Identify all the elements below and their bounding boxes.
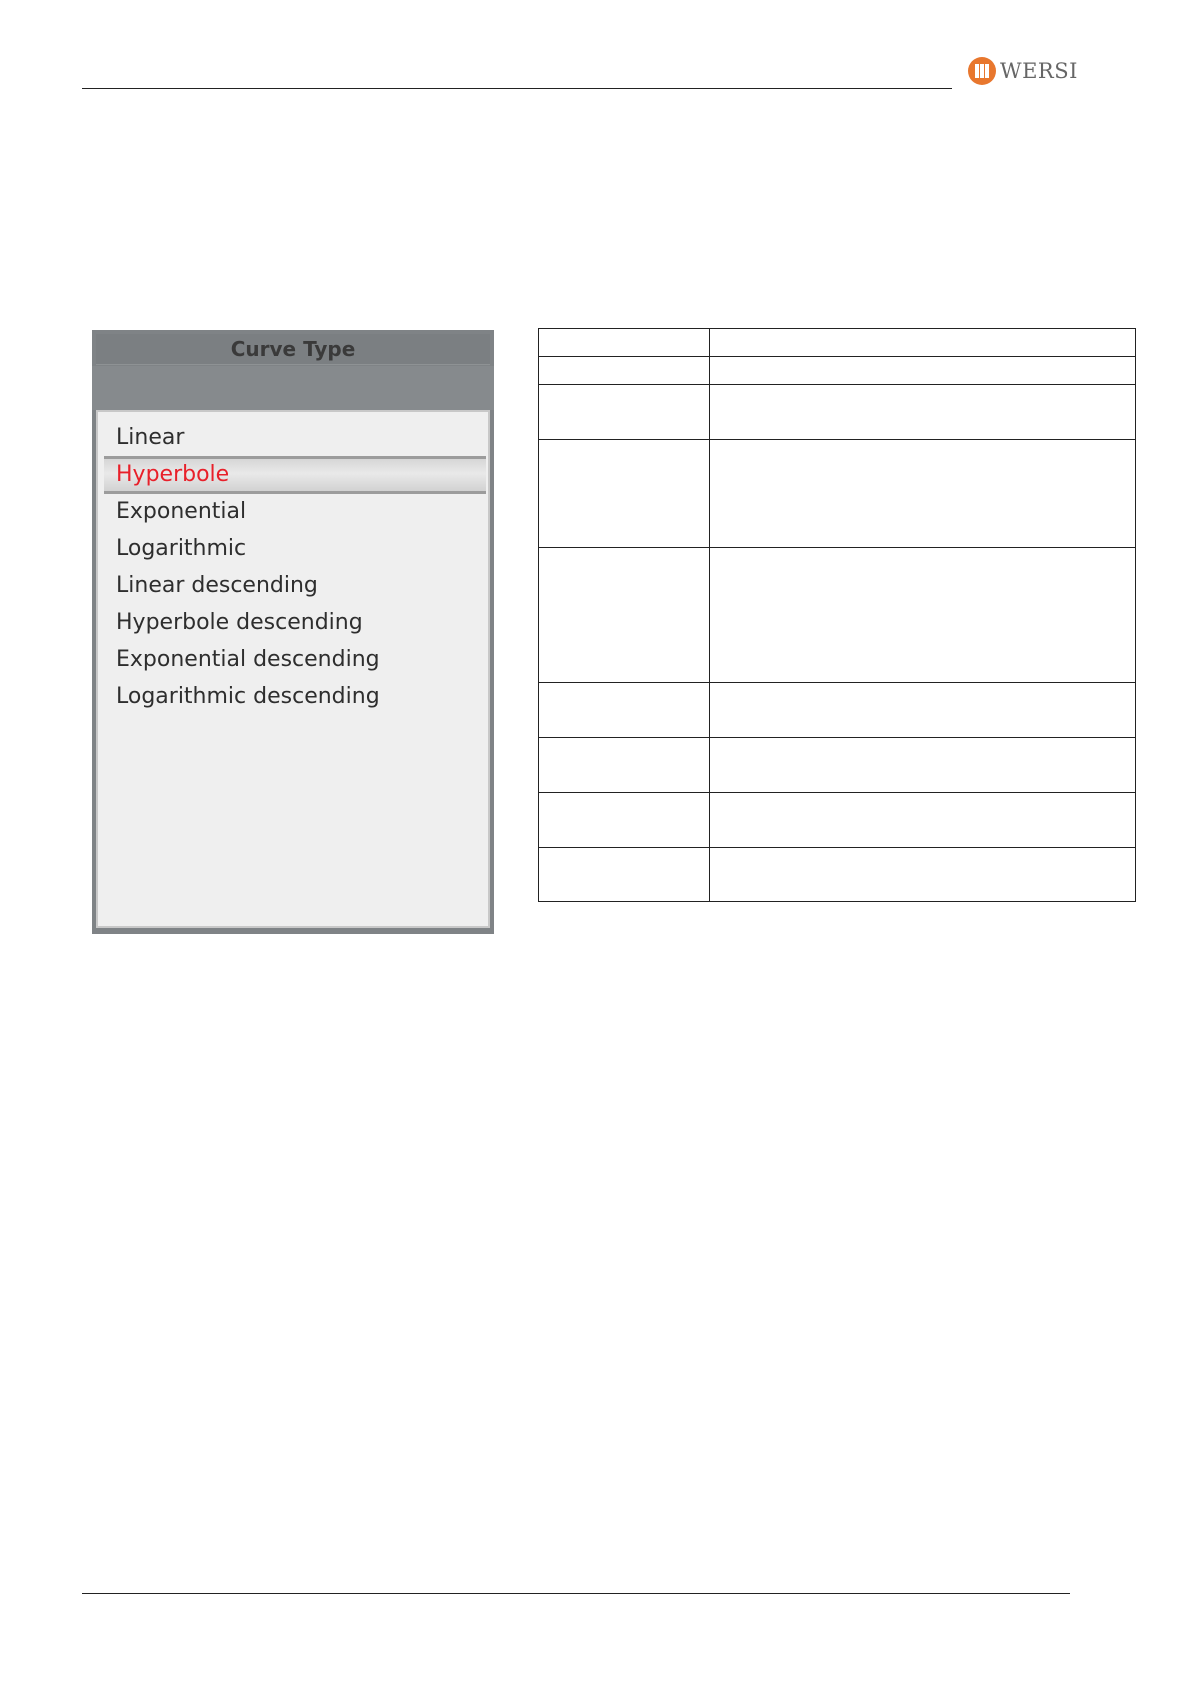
table-cell [710,683,1136,738]
table-row [539,548,1136,683]
logo-text: WERSI [1000,59,1078,83]
table-cell [710,357,1136,385]
table-cell [539,548,710,683]
table-cell [710,548,1136,683]
panel-band [92,366,494,410]
wersi-logo-icon [968,57,996,85]
list-item-exponential[interactable]: Exponential [116,499,247,524]
table-cell [710,329,1136,357]
table-cell [710,385,1136,440]
panel-title: Curve Type [96,334,490,365]
list-item-linear[interactable]: Linear [116,425,185,450]
curve-description-table [538,328,1136,902]
table-cell [710,440,1136,548]
table-cell [710,848,1136,902]
table-cell [539,357,710,385]
table-row [539,848,1136,902]
table-cell [710,738,1136,793]
curve-type-panel [92,330,494,934]
table-cell [539,848,710,902]
table-cell [539,738,710,793]
footer-rule [82,1593,1070,1594]
table-cell [539,683,710,738]
list-item-hyperbole-descending[interactable]: Hyperbole descending [116,610,363,635]
wersi-logo [968,56,1078,86]
header-rule [82,88,952,89]
table-cell [539,440,710,548]
table-row [539,385,1136,440]
table-row [539,738,1136,793]
list-item-logarithmic-descending[interactable]: Logarithmic descending [116,684,380,709]
table-cell [539,793,710,848]
table-cell [539,385,710,440]
table-cell [539,329,710,357]
curve-type-list[interactable] [96,410,490,928]
table-row [539,793,1136,848]
table-cell [710,793,1136,848]
table-row [539,329,1136,357]
table-row [539,440,1136,548]
list-item-logarithmic[interactable]: Logarithmic [116,536,247,561]
list-item-hyperbole[interactable]: Hyperbole [104,456,486,494]
table-row [539,683,1136,738]
table-row [539,357,1136,385]
list-item-exponential-descending[interactable]: Exponential descending [116,647,380,672]
list-item-linear-descending[interactable]: Linear descending [116,573,318,598]
